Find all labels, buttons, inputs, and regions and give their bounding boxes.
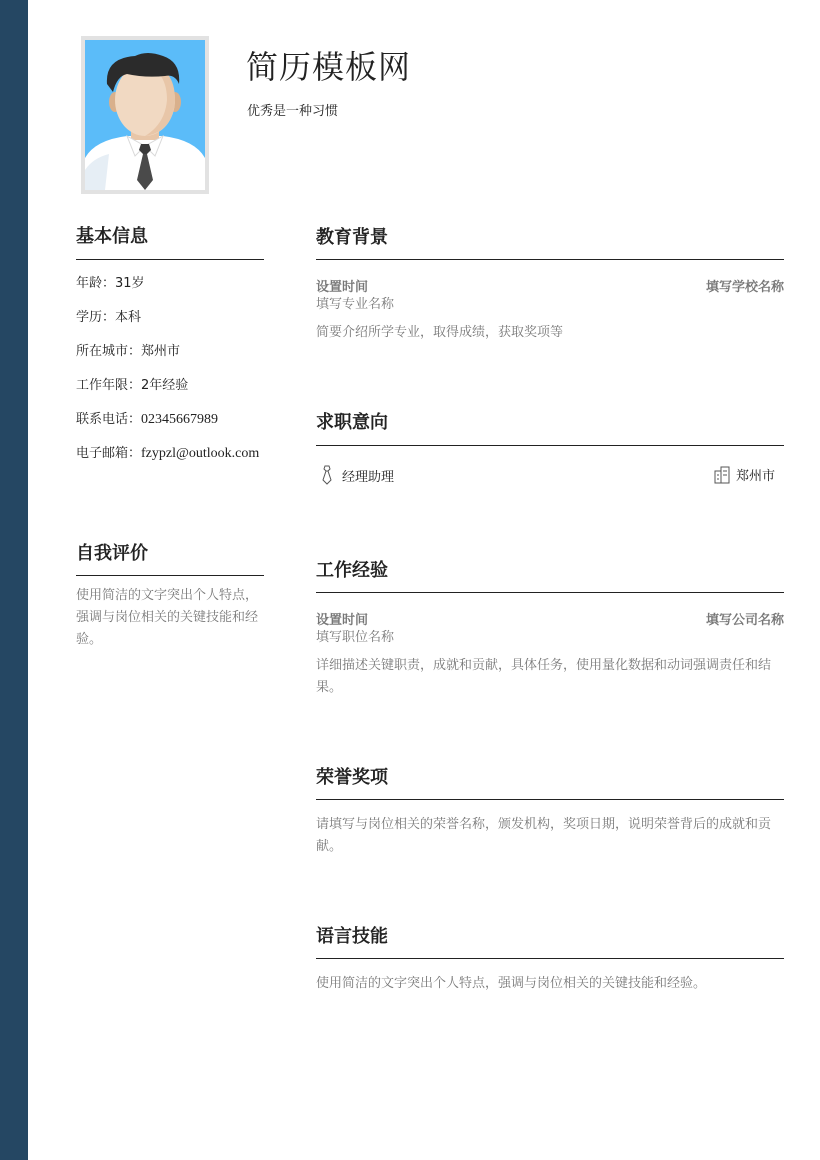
info-value: 02345667989: [141, 412, 219, 427]
intent-position-label: 经理助理: [342, 469, 395, 485]
tie-icon: [320, 465, 334, 485]
info-label: 工作年限：: [76, 378, 142, 393]
info-row-age: [76, 272, 145, 291]
info-row-years: [76, 374, 188, 393]
info-label: 学历：: [76, 310, 116, 325]
avatar-illustration: [85, 40, 205, 190]
left-accent-bar: [0, 0, 28, 1160]
intent-rule: [316, 445, 784, 446]
honors-title: 荣誉奖项: [316, 767, 388, 788]
info-row-city: [76, 340, 180, 359]
info-value: 2年经验: [141, 378, 189, 393]
education-time: 设置时间: [316, 280, 369, 295]
info-value: 本科: [115, 310, 142, 325]
info-row-education: [76, 306, 141, 325]
language-rule: [316, 958, 784, 959]
intent-city-label: 郑州市: [736, 469, 776, 484]
intent-title: 求职意向: [316, 412, 388, 433]
resume-motto: 优秀是一种习惯: [247, 104, 339, 119]
work-title: 工作经验: [316, 560, 388, 581]
self-eval-text: 使用简洁的文字突出个人特点，强调与岗位相关的关键技能和经验。: [76, 588, 259, 647]
education-major: 填写专业名称: [316, 297, 395, 312]
language-desc: 使用简洁的文字突出个人特点，强调与岗位相关的关键技能和经验。: [316, 976, 707, 991]
info-label: 年龄：: [76, 276, 116, 291]
work-time: 设置时间: [316, 613, 369, 628]
self-eval-rule: [76, 575, 264, 576]
basic-info-rule: [76, 259, 264, 260]
work-desc: 详细描述关键职责，成就和贡献，具体任务，使用量化数据和动词强调责任和结果。: [316, 658, 772, 695]
self-eval-title: 自我评价: [76, 543, 148, 564]
resume-name: 简历模板网: [246, 48, 412, 86]
info-label: 联系电话：: [76, 412, 142, 427]
info-value: 郑州市: [141, 344, 181, 359]
language-title: 语言技能: [316, 926, 388, 947]
info-label: 电子邮箱：: [76, 446, 142, 461]
work-position: 填写职位名称: [316, 630, 395, 645]
intent-position: [320, 465, 394, 485]
info-value: 31岁: [115, 276, 145, 291]
education-title: 教育背景: [316, 227, 388, 248]
education-desc: 简要介绍所学专业，取得成绩，获取奖项等: [316, 325, 564, 340]
honors-desc: 请填写与岗位相关的荣誉名称，颁发机构，奖项日期，说明荣誉背后的成就和贡献。: [316, 817, 772, 854]
avatar-photo: [81, 36, 209, 194]
work-rule: [316, 592, 784, 593]
info-row-phone: [76, 408, 218, 428]
building-icon: [714, 466, 730, 484]
education-school: 填写学校名称: [705, 280, 784, 295]
work-company: 填写公司名称: [705, 613, 784, 628]
education-rule: [316, 259, 784, 260]
honors-rule: [316, 799, 784, 800]
info-row-email: [76, 442, 259, 462]
basic-info-title: 基本信息: [76, 226, 148, 247]
intent-city: [714, 465, 775, 484]
info-label: 所在城市：: [76, 344, 142, 359]
info-value: fzypzl@outlook.com: [141, 446, 260, 461]
